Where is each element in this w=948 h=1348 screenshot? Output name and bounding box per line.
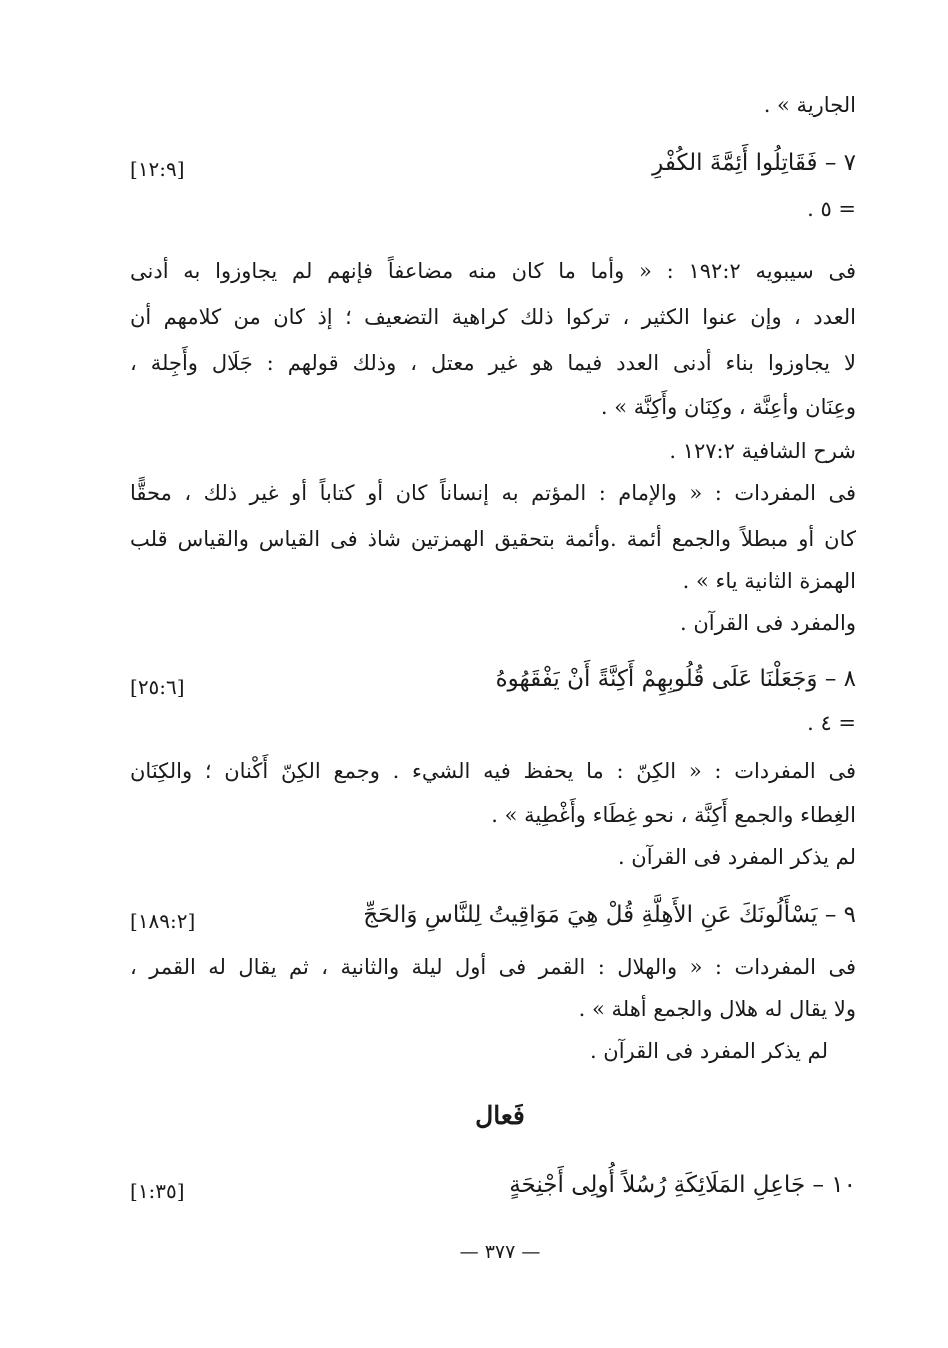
text-line: ولا يقال له هلال والجمع أهلة » . <box>578 997 856 1021</box>
count-line: = ٥ . <box>807 197 856 221</box>
verse-9: ٩ – يَسْأَلُونَكَ عَنِ الأَهِلَّةِ قُلْ هِيَ مَوَاقِيتُ لِلنَّاسِ وَالحَجِّ <box>363 902 856 928</box>
text-line: وعِنَان وأعِنَّة ، وكِنَان وأَكِنَّة » . <box>600 395 856 419</box>
verse-8-reference: [٢٥:٦] <box>130 675 185 699</box>
verse-10-reference: [١:٣٥] <box>130 1179 185 1203</box>
text-line: كان أو مبطلاً والجمع أئمة .وأئمة بتحقيق الهمزتين شاذ فى القياس والقياس قلب <box>130 527 856 551</box>
text-line: فى المفردات : « والهلال : القمر فى أول ليلة والثانية ، ثم يقال له القمر ، <box>130 955 856 979</box>
verse-10: ١٠ – جَاعِلِ المَلَائِكَةِ رُسُلاً أُولِى أَجْنِحَةٍ <box>509 1172 856 1198</box>
page-number: — ٣٧٧ — <box>459 1241 541 1263</box>
verse-7-reference: [١٢:٩] <box>130 157 185 181</box>
count-line: = ٤ . <box>807 711 856 735</box>
text-line: العدد ، وإن عنوا الكثير ، تركوا ذلك كراهية التضعيف ؛ إذ كان من كلامهم أن <box>130 305 856 329</box>
verse-8: ٨ – وَجَعَلْنَا عَلَى قُلُوبِهِمْ أَكِنَّةً أَنْ يَفْقَهُوهُ <box>495 666 856 692</box>
source-line: شرح الشافية ١٢٧:٢ . <box>669 439 856 463</box>
text-line: الهمزة الثانية ياء » . <box>682 569 856 593</box>
section-heading: فَعال <box>475 1101 525 1130</box>
text-line: لا يجاوزوا بناء أدنى العدد فيما هو غير معتل ، وذلك قولهم : جَلَال وأَجِلة ، <box>130 351 856 375</box>
text-line: لم يذكر المفرد فى القرآن . <box>589 1039 828 1063</box>
text-line: والمفرد فى القرآن . <box>679 611 856 635</box>
text-line: فى المفردات : « والإمام : المؤتم به إنساناً كان أو كتاباً أو غير ذلك ، محقًّا <box>130 481 856 505</box>
verse-7: ٧ – فَقَاتِلُوا أَئِمَّةَ الكُفْرِ <box>652 150 856 176</box>
text-line: الغِطاء والجمع أَكِنَّة ، نحو غِطَاء وأَغْطِية » . <box>491 803 856 827</box>
text-line: فى المفردات : « الكِنّ : ما يحفظ فيه الشيء . وجمع الكِنّ أَكْنان ؛ والكِنَان <box>130 759 856 783</box>
text-line: الجارية » . <box>763 93 856 117</box>
text-line: فى سيبويه ١٩٢:٢ : « وأما ما كان منه مضاعفاً فإنهم لم يجاوزوا به أدنى <box>130 259 857 283</box>
verse-9-reference: [١٨٩:٢] <box>130 909 196 933</box>
text-line: لم يذكر المفرد فى القرآن . <box>617 845 856 869</box>
